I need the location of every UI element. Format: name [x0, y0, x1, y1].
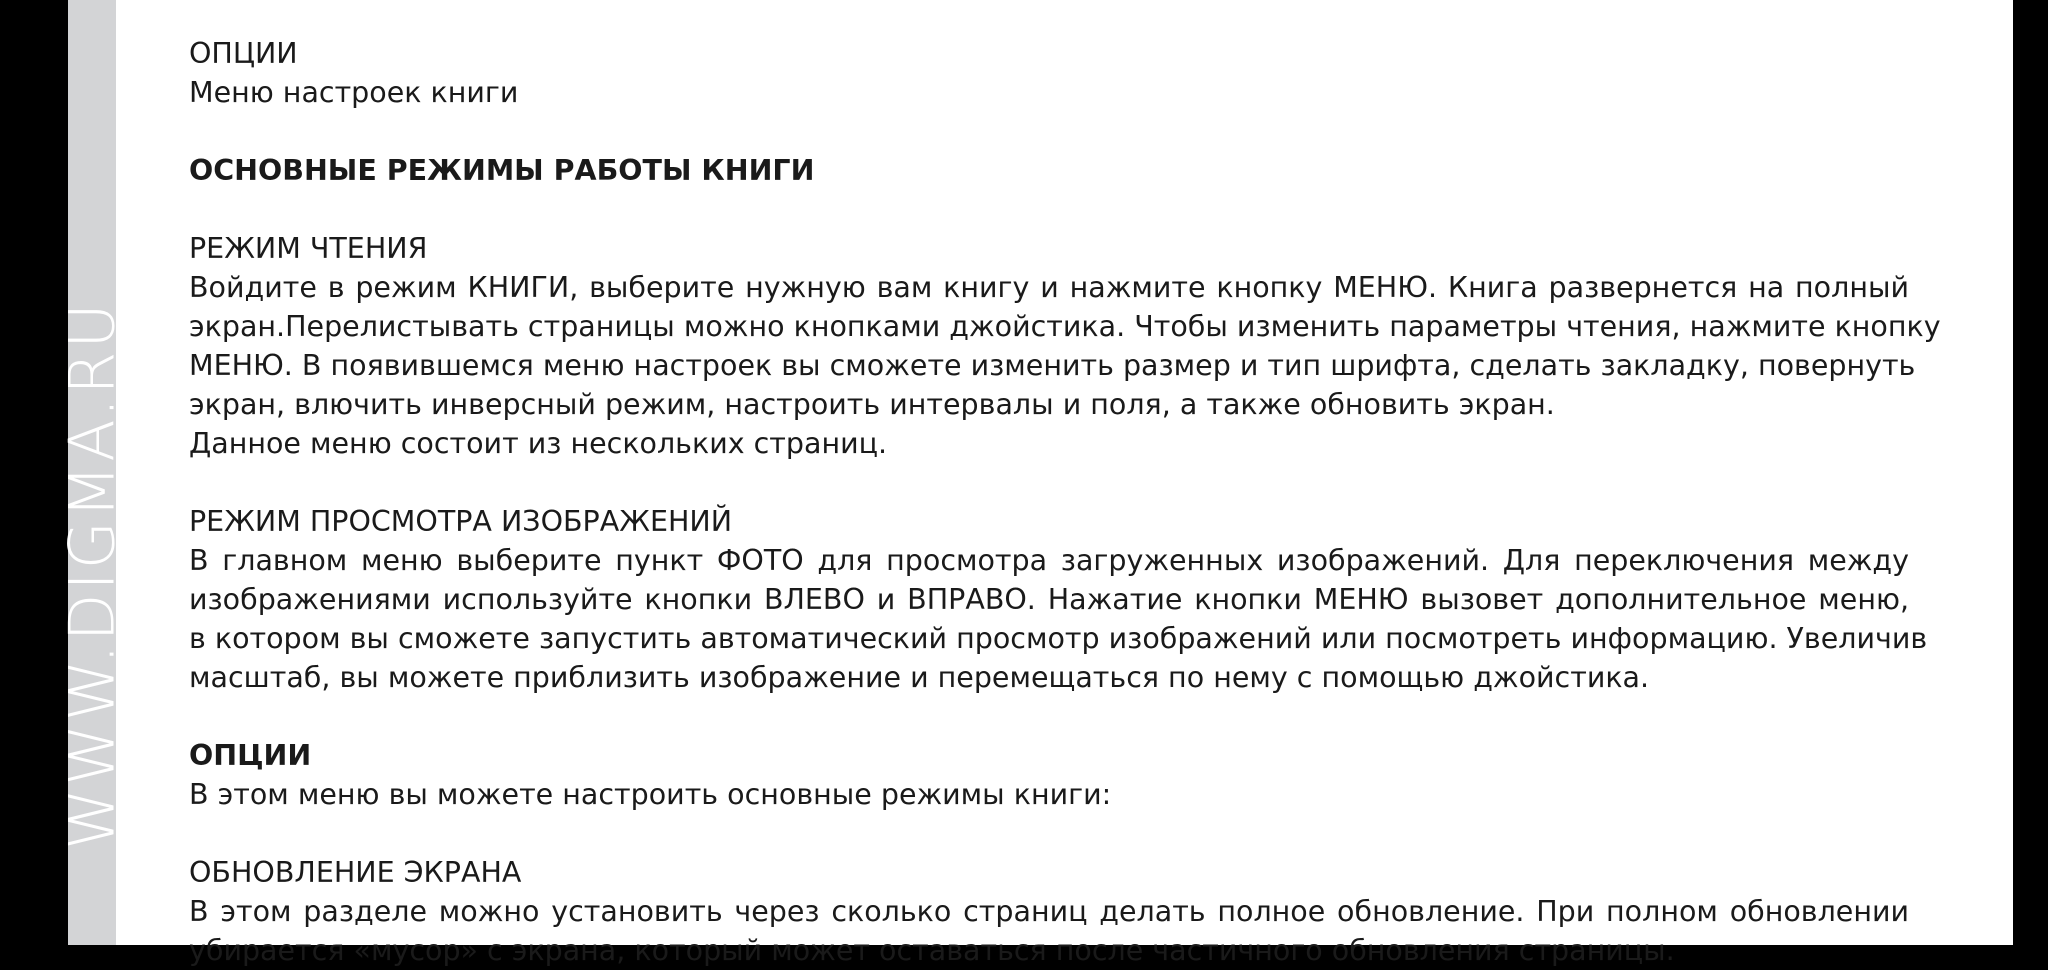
heading-options-top: ОПЦИИ [189, 37, 298, 70]
reading-text-line: экран.Перелистывать страницы можно кнопками джойстика. Чтобы изменить параметры чтения, нажмите кнопку [189, 310, 1941, 343]
page-content [189, 34, 1941, 970]
heading-image-mode: РЕЖИМ ПРОСМОТРА ИЗОБРАЖЕНИЙ [189, 505, 733, 538]
heading-screen-refresh: ОБНОВЛЕНИЕ ЭКРАНА [189, 856, 522, 889]
options-top-text: Меню настроек книги [189, 76, 519, 109]
images-text-line: в котором вы сможете запустить автоматический просмотр изображений или посмотреть информацию. Увеличив [189, 622, 1928, 655]
refresh-text-line: В этом разделе можно установить через сколько страниц делать полное обновление. При полном обновлении [189, 895, 1909, 928]
watermark-text: WWW.DIGMA.RU [55, 300, 129, 850]
heading-options: ОПЦИИ [189, 739, 312, 772]
reading-text-line: Войдите в режим КНИГИ, выберите нужную вам книгу и нажмите кнопку МЕНЮ. Книга развернется на полный [189, 271, 1909, 304]
reading-text-line: Данное меню состоит из нескольких страниц. [189, 427, 888, 460]
images-text-line: масштаб, вы можете приблизить изображение и перемещаться по нему с помощью джойстика. [189, 661, 1650, 694]
spacer [189, 112, 1909, 151]
options-text: В этом меню вы можете настроить основные режимы книги: [189, 778, 1112, 811]
reading-text-line: экран, влючить инверсный режим, настроить интервалы и поля, а также обновить экран. [189, 388, 1555, 421]
document-page[interactable] [55, 0, 2013, 967]
spacer [189, 697, 1909, 736]
refresh-text-line: убирается «мусор» с экрана, который может оставаться после частичного обновления страницы. [189, 934, 1675, 967]
spacer [189, 190, 1909, 229]
heading-main-modes: ОСНОВНЫЕ РЕЖИМЫ РАБОТЫ КНИГИ [189, 154, 815, 187]
images-text-line: В главном меню выберите пункт ФОТО для просмотра загруженных изображений. Для переключения между [189, 544, 1909, 577]
heading-reading-mode: РЕЖИМ ЧТЕНИЯ [189, 232, 428, 265]
images-text-line: изображениями используйте кнопки ВЛЕВО и ВПРАВО. Нажатие кнопки МЕНЮ вызовет дополнительное меню, [189, 583, 1909, 616]
spacer [189, 463, 1909, 502]
side-strip [55, 0, 129, 945]
reading-text-line: МЕНЮ. В появившемся меню настроек вы сможете изменить размер и тип шрифта, сделать закладку, повернуть [189, 349, 1916, 382]
spacer [189, 814, 1909, 853]
